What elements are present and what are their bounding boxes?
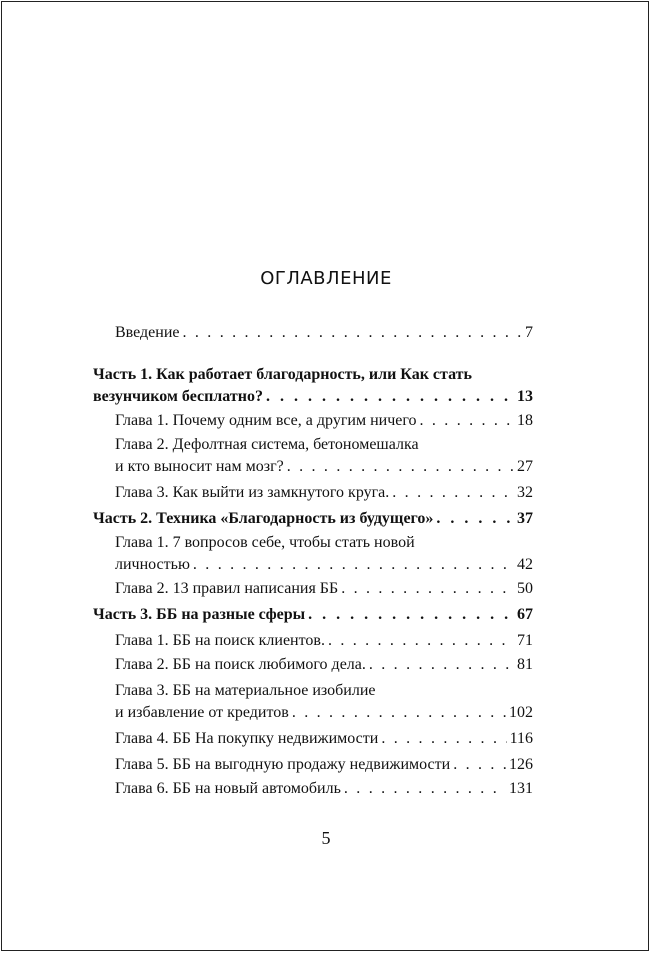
toc-title: ОГЛАВЛЕНИЕ [260, 268, 392, 289]
entry-label: Введение [115, 324, 180, 341]
dot-leader [344, 778, 506, 800]
toc-part-1[interactable] [93, 386, 533, 408]
toc-part-1-line1[interactable]: Часть 1. Как работает благодарность, или Как стать [93, 366, 472, 383]
entry-page: 13 [517, 388, 533, 405]
toc-chapter-3-6[interactable] [115, 778, 533, 800]
entry-page: 32 [517, 484, 533, 501]
entry-label: Глава 2. 13 правил написания ББ [115, 580, 339, 597]
entry-page: 81 [517, 656, 533, 673]
entry-page: 67 [517, 606, 533, 623]
dot-leader [420, 410, 515, 432]
toc-chapter-3-1[interactable] [115, 630, 533, 652]
toc-chapter-2-1-line1[interactable]: Глава 1. 7 вопросов себе, чтобы стать новой [115, 534, 415, 551]
dot-leader [381, 728, 506, 750]
toc-chapter-2-1[interactable] [115, 554, 533, 576]
toc-entry-introduction[interactable] [115, 322, 533, 344]
toc-chapter-2-2[interactable] [115, 578, 533, 600]
entry-label: Глава 6. ББ на новый автомобиль [115, 780, 341, 797]
entry-page: 102 [509, 704, 533, 721]
toc-chapter-3-3-line1[interactable]: Глава 3. ББ на материальное изобилие [115, 682, 376, 699]
dot-leader [453, 754, 506, 776]
entry-label: Глава 5. ББ на выгодную продажу недвижимости [115, 756, 451, 773]
dot-leader [292, 702, 506, 724]
dot-leader [193, 554, 514, 576]
toc-chapter-1-3[interactable] [115, 482, 533, 504]
toc-chapter-3-5[interactable] [115, 754, 533, 776]
dot-leader [369, 654, 514, 676]
entry-label: Глава 3. Как выйти из замкнутого круга. [115, 484, 390, 501]
entry-page: 131 [509, 780, 533, 797]
dot-leader [308, 604, 514, 626]
entry-label: и избавление от кредитов [115, 704, 289, 721]
toc-chapter-3-4[interactable] [115, 728, 533, 750]
dot-leader [183, 322, 523, 344]
entry-label: Глава 1. ББ на поиск клиентов. [115, 632, 325, 649]
dot-leader [328, 630, 514, 652]
dot-leader [287, 456, 514, 478]
toc-chapter-1-2-line1[interactable]: Глава 2. Дефолтная система, бетономешалка [115, 436, 419, 453]
entry-label: везунчиком бесплатно? [93, 388, 263, 405]
entry-page: 37 [517, 510, 533, 527]
entry-label: личностью [115, 556, 190, 573]
entry-label: и кто выносит нам мозг? [115, 458, 284, 475]
entry-page: 116 [509, 730, 533, 747]
dot-leader [436, 508, 514, 530]
entry-label: Часть 3. ББ на разные сферы [93, 606, 306, 623]
entry-page: 126 [509, 756, 533, 773]
entry-page: 42 [517, 556, 533, 573]
dot-leader [266, 386, 514, 408]
entry-page: 7 [525, 324, 533, 341]
page-number: 5 [321, 828, 331, 848]
entry-label: Глава 4. ББ На покупку недвижимости [115, 730, 379, 747]
toc-chapter-1-1[interactable] [115, 410, 533, 432]
toc-chapter-1-2[interactable] [115, 456, 533, 478]
toc-chapter-3-2[interactable] [115, 654, 533, 676]
entry-page: 18 [517, 412, 533, 429]
entry-page: 27 [517, 458, 533, 475]
toc-part-2[interactable] [93, 508, 533, 530]
dot-leader [341, 578, 514, 600]
toc-chapter-3-3[interactable] [115, 702, 533, 724]
entry-label: Глава 2. ББ на поиск любимого дела. [115, 656, 366, 673]
toc-part-3[interactable] [93, 604, 533, 626]
entry-page: 71 [517, 632, 533, 649]
entry-label: Часть 2. Техника «Благодарность из будущего» [93, 510, 434, 527]
entry-label: Глава 1. Почему одним все, а другим ничего [115, 412, 417, 429]
dot-leader [392, 482, 514, 504]
entry-page: 50 [517, 580, 533, 597]
